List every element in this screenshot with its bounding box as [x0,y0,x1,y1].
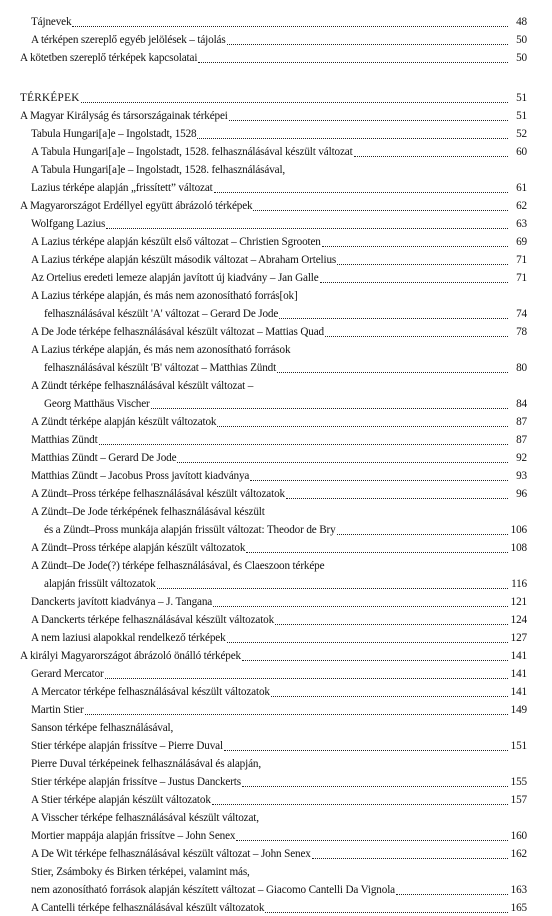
toc-entry-title: A királyi Magyarországot ábrázoló önálló térképek [20,650,241,662]
toc-entry[interactable] [20,430,527,448]
leader-dots [265,902,508,913]
leader-dots [72,16,508,27]
leader-dots [213,596,508,607]
toc-entry-title: A Mercator térképe felhasználásával készült változatok [31,686,270,698]
toc-entry[interactable] [20,268,527,286]
toc-entry[interactable] [20,376,527,394]
toc-entry-page: 165 [510,902,527,914]
toc-entry[interactable] [20,214,527,232]
toc-entry-page: 87 [516,434,527,446]
section-gap [20,66,527,88]
leader-dots [229,110,508,121]
toc-entry-page: 51 [516,110,527,122]
toc-entry-title: A Zündt–De Jode(?) térképe felhasználásával, és Claeszoon térképe [31,560,325,572]
toc-entry-title: Pierre Duval térképeinek felhasználásával és alapján, [31,758,261,770]
toc-entry-page: 141 [510,650,527,662]
toc-entry[interactable] [20,142,527,160]
toc-entry-title: A Zündt–Pross térképe felhasználásával készült változatok [31,488,285,500]
toc-entry-page: 157 [510,794,527,806]
leader-dots [85,704,508,715]
leader-dots [105,668,508,679]
leader-dots [337,524,508,535]
toc-entry[interactable] [20,754,527,772]
leader-dots [322,236,508,247]
toc-entry-page: 60 [516,146,527,158]
toc-entry-title: felhasználásával készült 'A' változat – Gerard De Jode [44,308,279,320]
leader-dots [214,182,508,193]
toc-entry-title: A Cantelli térképe felhasználásával készült változatok [31,902,265,914]
toc-entry-title: Danckerts javított kiadványa – J. Tangana [31,596,213,608]
leader-dots [242,776,508,787]
toc-entry-page: 84 [516,398,527,410]
toc-entry-page: 149 [510,704,527,716]
toc-entry-title: A Magyar Királyság és társországainak térképei [20,110,228,122]
toc-entry[interactable] [20,664,527,682]
toc-entry[interactable] [20,700,527,718]
toc-entry[interactable] [20,826,527,844]
toc-entry-title: A Tabula Hungari[a]e – Ingolstadt, 1528. felhasználásával készült változat [31,146,353,158]
toc-entry-title: és a Zündt–Pross munkája alapján frissült változat: Theodor de Bry [44,524,336,536]
toc-entry-page: 74 [516,308,527,320]
toc-entry-title: Tabula Hungari[a]e – Ingolstadt, 1528 [31,128,197,140]
leader-dots [275,614,508,625]
toc-entry-title: alapján frissült változatok [44,578,156,590]
toc-entry[interactable] [20,610,527,628]
toc-entry-title: TÉRKÉPEK [20,92,80,104]
toc-entry-page: 71 [516,254,527,266]
toc-entry-page: 50 [516,34,527,46]
toc-entry-page: 61 [516,182,527,194]
leader-dots [212,794,508,805]
toc-entry-title: A Zündt–Pross térképe alapján készült változatok [31,542,246,554]
toc-entry[interactable] [20,30,527,48]
toc-entry[interactable] [20,574,527,592]
toc-entry-title: felhasználásával készült 'B' változat – Matthias Zündt [44,362,277,374]
toc-entry-title: A Magyarországot Erdéllyel együtt ábrázoló térképek [20,200,253,212]
toc-entry-title: A Tabula Hungari[a]e – Ingolstadt, 1528. felhasználásával, [31,164,286,176]
toc-entry-title: A Lazius térképe alapján, és más nem azonosítható források [31,344,291,356]
toc-entry[interactable] [20,232,527,250]
toc-entry[interactable] [20,250,527,268]
leader-dots [312,848,508,859]
toc-entry-title: Gerard Mercator [31,668,104,680]
toc-entry[interactable] [20,412,527,430]
toc-entry-page: 108 [510,542,527,554]
toc-entry-page: 87 [516,416,527,428]
toc-entry-page: 96 [516,488,527,500]
toc-entry-title: Matthias Zündt [31,434,98,446]
toc-entry-title: nem azonosítható források alapján készített változat – Giacomo Cantelli Da Vignola [31,884,395,896]
toc-entry-title: Stier, Zsámboky és Birken térképei, valamint más, [31,866,250,878]
toc-entry-page: 93 [516,470,527,482]
toc-entry-title: A De Wit térképe felhasználásával készült változat – John Senex [31,848,311,860]
toc-entry-title: Georg Matthäus Vischer [44,398,150,410]
toc-entry-page: 127 [510,632,527,644]
toc-entry[interactable] [20,304,527,322]
toc-entry[interactable] [20,718,527,736]
toc-entry-title: Tájnevek [31,16,72,28]
leader-dots [81,92,508,103]
leader-dots [198,52,508,63]
toc-entry[interactable] [20,12,527,30]
leader-dots [279,308,508,319]
leader-dots [224,740,508,751]
toc-entry[interactable] [20,358,527,376]
toc-entry-page: 106 [510,524,527,536]
toc-entry[interactable] [20,106,527,124]
toc-entry[interactable] [20,196,527,214]
leader-dots [99,434,508,445]
table-of-contents [20,12,527,916]
leader-dots [277,362,508,373]
toc-entry-page: 69 [516,236,527,248]
toc-entry[interactable] [20,178,527,196]
toc-entry[interactable] [20,394,527,412]
toc-entry-page: 155 [510,776,527,788]
toc-entry-title: A Visscher térképe felhasználásával készült változat, [31,812,259,824]
toc-entry-page: 92 [516,452,527,464]
leader-dots [242,650,508,661]
toc-entry-title: A térképen szereplő egyéb jelölések – tájolás [31,34,226,46]
toc-entry-title: A Danckerts térképe felhasználásával készült változatok [31,614,275,626]
toc-entry[interactable] [20,448,527,466]
toc-entry[interactable] [20,808,527,826]
toc-entry-title: A Zündt térképe alapján készült változatok [31,416,217,428]
leader-dots [354,146,508,157]
leader-dots [320,272,508,283]
toc-entry-title: A Zündt térképe felhasználásával készült változat – [31,380,254,392]
toc-entry-title: Wolfgang Lazius [31,218,106,230]
toc-entry[interactable] [20,880,527,898]
toc-entry-title: A Stier térképe alapján készült változatok [31,794,211,806]
toc-entry[interactable] [20,48,527,66]
leader-dots [246,542,508,553]
toc-entry[interactable] [20,160,527,178]
toc-entry-page: 62 [516,200,527,212]
toc-entry[interactable] [20,862,527,880]
leader-dots [253,200,508,211]
leader-dots [151,398,508,409]
toc-entry-page: 63 [516,218,527,230]
toc-entry[interactable] [20,538,527,556]
leader-dots [396,884,508,895]
toc-entry-title: Matthias Zündt – Jacobus Pross javított kiadványa [31,470,250,482]
toc-entry-title: Sanson térképe felhasználásával, [31,722,174,734]
section-heading[interactable] [20,88,527,106]
toc-entry[interactable] [20,556,527,574]
toc-entry[interactable] [20,844,527,862]
toc-entry[interactable] [20,646,527,664]
toc-entry-page: 141 [510,686,527,698]
leader-dots [197,128,508,139]
toc-entry-page: 124 [510,614,527,626]
toc-entry[interactable] [20,502,527,520]
toc-entry[interactable] [20,286,527,304]
toc-entry-title: Mortier mappája alapján frissítve – John Senex [31,830,236,842]
toc-entry-page: 162 [510,848,527,860]
toc-entry-page: 48 [516,16,527,28]
leader-dots [177,452,508,463]
toc-entry[interactable] [20,682,527,700]
toc-entry-page: 116 [511,578,527,590]
toc-entry-title: Lazius térképe alapján „frissített” változat [31,182,213,194]
toc-entry-title: Az Ortelius eredeti lemeze alapján javított új kiadvány – Jan Galle [31,272,319,284]
toc-entry-page: 163 [510,884,527,896]
toc-entry[interactable] [20,340,527,358]
leader-dots [217,416,508,427]
toc-entry-page: 121 [510,596,527,608]
toc-entry-title: A kötetben szereplő térképek kapcsolatai [20,52,198,64]
toc-entry[interactable] [20,772,527,790]
toc-entry-page: 71 [516,272,527,284]
toc-entry-title: Stier térképe alapján frissítve – Justus Danckerts [31,776,241,788]
toc-entry[interactable] [20,790,527,808]
toc-entry[interactable] [20,322,527,340]
leader-dots [286,488,508,499]
toc-entry-page: 52 [516,128,527,140]
leader-dots [337,254,508,265]
toc-entry[interactable] [20,898,527,916]
toc-entry-page: 80 [516,362,527,374]
leader-dots [325,326,508,337]
toc-entry-page: 78 [516,326,527,338]
toc-entry-title: Matthias Zündt – Gerard De Jode [31,452,177,464]
toc-entry-title: A Lazius térképe alapján készült első változat – Christien Sgrooten [31,236,321,248]
toc-entry[interactable] [20,520,527,538]
toc-entry[interactable] [20,736,527,754]
toc-entry[interactable] [20,484,527,502]
toc-entry[interactable] [20,466,527,484]
toc-entry-title: A nem laziusi alapokkal rendelkező térképek [31,632,226,644]
leader-dots [227,632,508,643]
toc-entry-page: 160 [510,830,527,842]
toc-entry[interactable] [20,124,527,142]
toc-entry-title: Martin Stier [31,704,84,716]
toc-entry-page: 151 [510,740,527,752]
toc-entry-page: 141 [510,668,527,680]
leader-dots [157,578,508,589]
leader-dots [250,470,508,481]
toc-entry-title: A Zündt–De Jode térképének felhasználásával készült [31,506,265,518]
toc-entry-title: Stier térképe alapján frissítve – Pierre Duval [31,740,223,752]
toc-entry[interactable] [20,628,527,646]
toc-entry-title: A De Jode térképe felhasználásával készült változat – Mattias Quad [31,326,324,338]
leader-dots [271,686,508,697]
toc-entry[interactable] [20,592,527,610]
leader-dots [106,218,508,229]
toc-entry-title: A Lazius térképe alapján készült második változat – Abraham Ortelius [31,254,337,266]
leader-dots [236,830,508,841]
leader-dots [227,34,508,45]
toc-entry-title: A Lazius térképe alapján, és más nem azonosítható forrás[ok] [31,290,298,302]
toc-entry-page: 50 [516,52,527,64]
toc-entry-page: 51 [516,92,527,104]
